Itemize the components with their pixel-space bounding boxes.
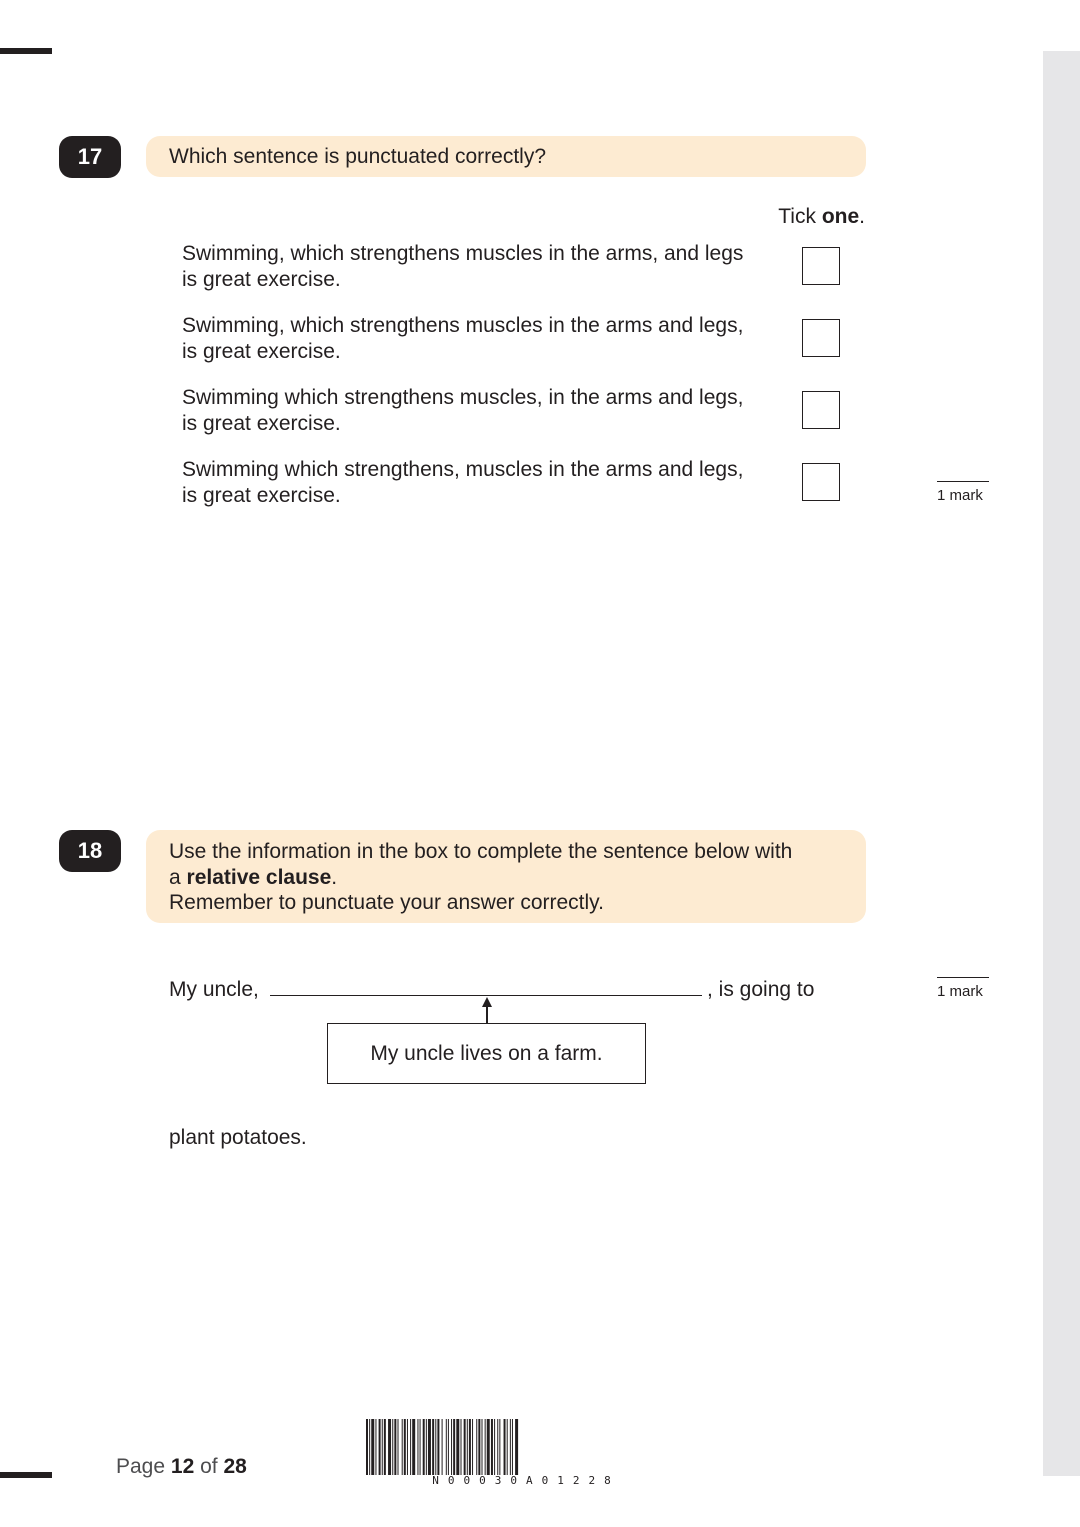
barcode-bar bbox=[402, 1419, 403, 1475]
question-17-mark-label: 1 mark bbox=[937, 487, 983, 504]
barcode-bar bbox=[472, 1419, 473, 1475]
option-1-line1: Swimming, which strengthens muscles in the arms, and legs bbox=[182, 242, 744, 265]
barcode-bar bbox=[448, 1419, 449, 1475]
option-4-checkbox[interactable] bbox=[802, 463, 840, 501]
instruction-line-2 bbox=[169, 865, 843, 891]
barcode-bar bbox=[494, 1419, 495, 1475]
barcode-bar bbox=[366, 1419, 368, 1475]
option-4-line2: is great exercise. bbox=[182, 483, 341, 507]
barcode-bar bbox=[375, 1419, 376, 1475]
barcode-bar bbox=[478, 1419, 480, 1475]
question-17-prompt-text: Which sentence is punctuated correctly? bbox=[169, 144, 547, 168]
option-1-checkbox[interactable] bbox=[802, 247, 840, 285]
option-4-line1: Swimming which strengthens, muscles in the arms and legs, bbox=[182, 458, 744, 481]
page-word: Page bbox=[116, 1455, 171, 1478]
question-17-prompt bbox=[146, 136, 866, 177]
sentence-start: My uncle, bbox=[169, 978, 259, 1001]
instruction-line-3: Remember to punctuate your answer correctly. bbox=[169, 891, 604, 914]
arrow-stem bbox=[486, 1006, 488, 1023]
barcode-bar bbox=[469, 1419, 471, 1475]
barcode-bar bbox=[417, 1419, 418, 1475]
barcode-bar bbox=[407, 1419, 408, 1475]
barcode-bar bbox=[382, 1419, 383, 1475]
barcode-bar bbox=[464, 1419, 466, 1475]
barcode-bar bbox=[371, 1419, 374, 1475]
margin-strip bbox=[1043, 51, 1080, 1476]
barcode-bar bbox=[392, 1419, 393, 1475]
page-number bbox=[116, 1455, 247, 1479]
option-2-line2: is great exercise. bbox=[182, 339, 341, 363]
barcode-bar bbox=[442, 1419, 443, 1475]
option-1-text bbox=[182, 241, 782, 292]
barcode-bar bbox=[510, 1419, 511, 1475]
question-18-mark bbox=[937, 977, 989, 1000]
barcode-bar bbox=[467, 1419, 468, 1475]
crop-mark-bottom bbox=[0, 1472, 52, 1478]
barcode-bar bbox=[435, 1419, 436, 1475]
barcode-bar bbox=[456, 1419, 459, 1475]
sentence-end: plant potatoes. bbox=[169, 1126, 307, 1149]
barcode-bar bbox=[461, 1419, 462, 1475]
barcode-bar bbox=[394, 1419, 396, 1475]
barcode-bar bbox=[379, 1419, 381, 1475]
barcode-bar bbox=[388, 1419, 391, 1475]
option-3-line2: is great exercise. bbox=[182, 411, 341, 435]
barcode-bar bbox=[398, 1419, 399, 1475]
page-total: 28 bbox=[223, 1455, 247, 1478]
question-18-mark-label: 1 mark bbox=[937, 983, 983, 1000]
barcode-bar bbox=[446, 1419, 447, 1475]
barcode-bar bbox=[487, 1419, 490, 1475]
option-3-checkbox[interactable] bbox=[802, 391, 840, 429]
barcode-bar bbox=[410, 1419, 411, 1475]
barcode-bar bbox=[384, 1419, 386, 1475]
option-3-text bbox=[182, 385, 782, 436]
barcode-bar bbox=[423, 1419, 425, 1475]
question-18-instructions bbox=[146, 830, 866, 923]
barcode-bar bbox=[412, 1419, 415, 1475]
info-box bbox=[327, 1023, 646, 1084]
barcode-bar bbox=[420, 1419, 421, 1475]
question-17-mark bbox=[937, 481, 989, 504]
relative-clause-term: relative clause bbox=[186, 865, 332, 889]
barcode-bar bbox=[515, 1419, 518, 1475]
tick-instruction-prefix: Tick bbox=[778, 205, 822, 228]
barcode-bar bbox=[428, 1419, 431, 1475]
info-box-text: My uncle lives on a farm. bbox=[370, 1041, 603, 1065]
tick-instruction bbox=[778, 205, 865, 229]
barcode-bar bbox=[485, 1419, 486, 1475]
of-word: of bbox=[194, 1455, 224, 1478]
question-17-number: 17 bbox=[59, 136, 121, 178]
option-2-text bbox=[182, 313, 782, 364]
barcode-bar bbox=[369, 1419, 370, 1475]
barcode-bar bbox=[476, 1419, 477, 1475]
barcode-bar bbox=[404, 1419, 406, 1475]
option-3-line1: Swimming which strengthens muscles, in the arms and legs, bbox=[182, 386, 744, 409]
page-current: 12 bbox=[170, 1455, 195, 1478]
instruction-line-2-suffix: . bbox=[331, 865, 338, 889]
barcode-bar bbox=[499, 1419, 500, 1475]
barcode-bar bbox=[426, 1419, 427, 1475]
sentence-middle: , is going to bbox=[707, 978, 815, 1001]
option-2-checkbox[interactable] bbox=[802, 319, 840, 357]
option-1-line2: is great exercise. bbox=[182, 267, 341, 291]
question-18-number: 18 bbox=[59, 830, 121, 872]
tick-instruction-suffix: . bbox=[859, 205, 865, 228]
barcode-bar bbox=[453, 1419, 455, 1475]
barcode-bar bbox=[507, 1419, 508, 1475]
answer-line[interactable] bbox=[270, 995, 702, 996]
barcode-text: N00030A01228 bbox=[432, 1474, 620, 1487]
barcode-bar bbox=[451, 1419, 452, 1475]
tick-instruction-emphasis: one bbox=[821, 205, 860, 228]
instruction-line-1: Use the information in the box to complete the sentence below with bbox=[169, 840, 793, 863]
barcode-bar bbox=[437, 1419, 439, 1475]
mark-rule bbox=[937, 977, 989, 978]
barcode-bar bbox=[491, 1419, 493, 1475]
barcode bbox=[366, 1419, 686, 1477]
barcode-bar bbox=[504, 1419, 506, 1475]
barcode-bar bbox=[497, 1419, 498, 1475]
mark-rule bbox=[937, 481, 989, 482]
crop-mark-top bbox=[0, 48, 52, 54]
option-4-text bbox=[182, 457, 782, 508]
barcode-bar bbox=[482, 1419, 483, 1475]
instruction-line-2-prefix: a bbox=[169, 865, 187, 889]
barcode-bar bbox=[432, 1419, 434, 1475]
barcode-bar bbox=[512, 1419, 513, 1475]
option-2-line1: Swimming, which strengthens muscles in the arms and legs, bbox=[182, 314, 744, 337]
